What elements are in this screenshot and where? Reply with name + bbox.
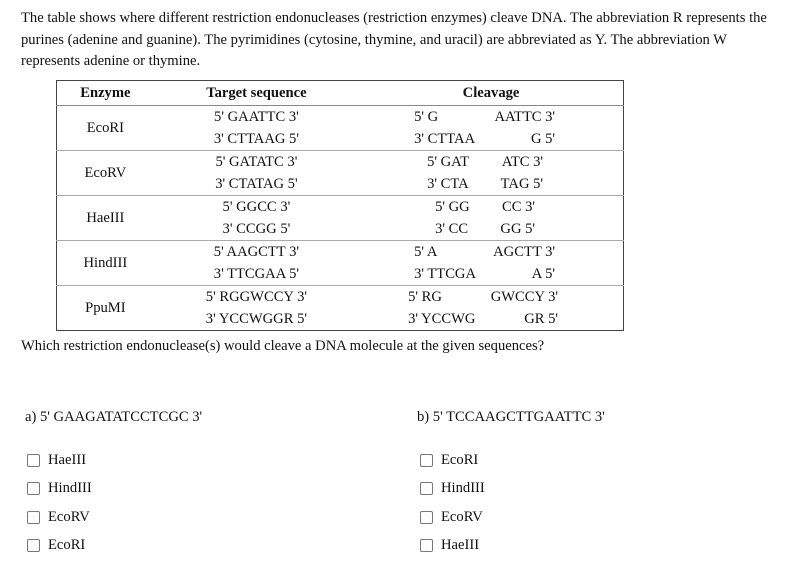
checkbox[interactable]: [420, 511, 433, 524]
table-row: [57, 106, 624, 151]
cleavage-right-fragment: AATTC 3': [494, 109, 556, 125]
table-row: [57, 151, 624, 196]
target-bottom-strand: 3' YCCWGGR 5': [205, 311, 307, 327]
checkbox[interactable]: [420, 539, 433, 552]
target-bottom-strand: 3' CCGG 5': [222, 221, 291, 237]
checkbox[interactable]: [420, 454, 433, 467]
part-a-option-hindiii[interactable]: [27, 475, 92, 504]
cleavage-right-fragment: G 5': [530, 131, 556, 147]
option-label: HindIII: [441, 480, 485, 497]
target-top-strand: 5' GAATTC 3': [214, 109, 299, 125]
cleavage-right-fragment: GG 5': [500, 221, 536, 237]
cleavage-bottom-strand: [414, 263, 555, 285]
target-sequence: [154, 106, 359, 151]
cleavage-right-fragment: GWCCY 3': [490, 289, 559, 305]
cleavage-left-fragment: 5' A: [414, 244, 438, 260]
checkbox[interactable]: [420, 482, 433, 495]
target-top-strand: 5' RGGWCCY 3': [205, 289, 307, 305]
checkbox[interactable]: [27, 482, 40, 495]
cleavage-top-strand: [414, 241, 555, 263]
cleavage-bottom-strand: [435, 218, 535, 240]
part-a-option-ecori[interactable]: [27, 532, 92, 561]
checkbox[interactable]: [27, 454, 40, 467]
cleavage-right-fragment: CC 3': [502, 199, 536, 215]
cleavage-left-fragment: 5' GAT: [427, 154, 470, 170]
cleavage-top-strand: [427, 151, 543, 173]
cleavage-left-fragment: 3' CTA: [427, 176, 469, 192]
cleavage-bottom-strand: [408, 308, 558, 330]
cleavage-left-fragment: 3' TTCGA: [414, 266, 477, 282]
cleavage-right-fragment: A 5': [531, 266, 556, 282]
cleavage-right-fragment: AGCTT 3': [493, 244, 556, 260]
option-label: EcoRI: [441, 451, 479, 468]
part-b-sequence-label: b) 5' TCCAAGCTTGAATTC 3': [417, 409, 605, 425]
part-a-options: [27, 446, 92, 560]
target-top-strand: 5' AAGCTT 3': [213, 244, 300, 260]
part-b-option-haeiii[interactable]: [420, 532, 485, 561]
question-text: Which restriction endonuclease(s) would cleave a DNA molecule at the given sequences?: [21, 338, 545, 354]
part-a-sequence-label: a) 5' GAAGATATCCTCGC 3': [25, 409, 203, 425]
part-a-option-ecorv[interactable]: [27, 503, 92, 532]
cleavage-bottom-strand: [414, 128, 555, 150]
header-enzyme: Enzyme: [57, 81, 154, 106]
part-b-option-ecori[interactable]: [420, 446, 485, 475]
option-label: HaeIII: [48, 451, 87, 468]
cleavage-right-fragment: GR 5': [524, 311, 559, 327]
target-sequence: [154, 286, 359, 331]
option-label: EcoRV: [441, 508, 483, 525]
cleavage-left-fragment: 3' CTTAA: [414, 131, 476, 147]
cleavage-right-fragment: TAG 5': [500, 176, 544, 192]
table-row: [57, 286, 624, 331]
checkbox[interactable]: [27, 539, 40, 552]
cleavage-bottom-strand: [427, 173, 543, 195]
target-sequence: [154, 241, 359, 286]
cleavage-left-fragment: 3' YCCWG: [408, 311, 476, 327]
target-top-strand: 5' GGCC 3': [222, 199, 291, 215]
target-bottom-strand: 3' TTCGAA 5': [213, 266, 300, 282]
cleavage-cell: [359, 151, 623, 196]
table-row: [57, 196, 624, 241]
header-cleavage: Cleavage: [359, 81, 623, 106]
option-label: EcoRV: [48, 508, 90, 525]
intro-text: The table shows where different restriction endonucleases (restriction enzymes) cleave DNA. The abbreviation R represents the purines (adenine and guanine). The pyrimidines (cytosine, thymine, and uracil) are abbreviated as Y. The abbreviation W represents adenine or thymine.: [21, 10, 767, 69]
target-top-strand: 5' GATATC 3': [215, 154, 298, 170]
option-label: EcoRI: [48, 537, 86, 554]
cleavage-right-fragment: ATC 3': [501, 154, 544, 170]
enzyme-name: EcoRI: [57, 106, 154, 151]
cleavage-left-fragment: 5' RG: [408, 289, 442, 305]
enzyme-name: PpuMI: [85, 299, 126, 316]
enzyme-name: HaeIII: [57, 196, 154, 241]
cleavage-top-strand: [414, 106, 555, 128]
cleavage-cell: [359, 106, 623, 151]
cleavage-left-fragment: 5' GG: [435, 199, 470, 215]
enzyme-name: EcoRV: [57, 151, 154, 196]
part-b-option-ecorv[interactable]: [420, 503, 485, 532]
cleavage-cell: [359, 196, 623, 241]
cleavage-left-fragment: 3' CC: [435, 221, 469, 237]
option-label: HindIII: [48, 480, 92, 497]
header-target-sequence: Target sequence: [154, 81, 359, 106]
part-a-option-haeiii[interactable]: [27, 446, 92, 475]
restriction-enzyme-table: [56, 80, 624, 331]
target-sequence: [154, 196, 359, 241]
part-b-options: [420, 446, 485, 560]
table-header-row: [57, 81, 624, 106]
cleavage-left-fragment: 5' G: [414, 109, 439, 125]
cleavage-top-strand: [408, 286, 558, 308]
enzyme-name: HindIII: [57, 241, 154, 286]
target-bottom-strand: 3' CTTAAG 5': [213, 131, 299, 147]
cleavage-cell: [359, 286, 623, 331]
option-label: HaeIII: [441, 537, 480, 554]
part-b-option-hindiii[interactable]: [420, 475, 485, 504]
target-bottom-strand: 3' CTATAG 5': [215, 176, 298, 192]
cleavage-cell: [359, 241, 623, 286]
cleavage-top-strand: [435, 196, 535, 218]
target-sequence: [154, 151, 359, 196]
checkbox[interactable]: [27, 511, 40, 524]
table-row: [57, 241, 624, 286]
